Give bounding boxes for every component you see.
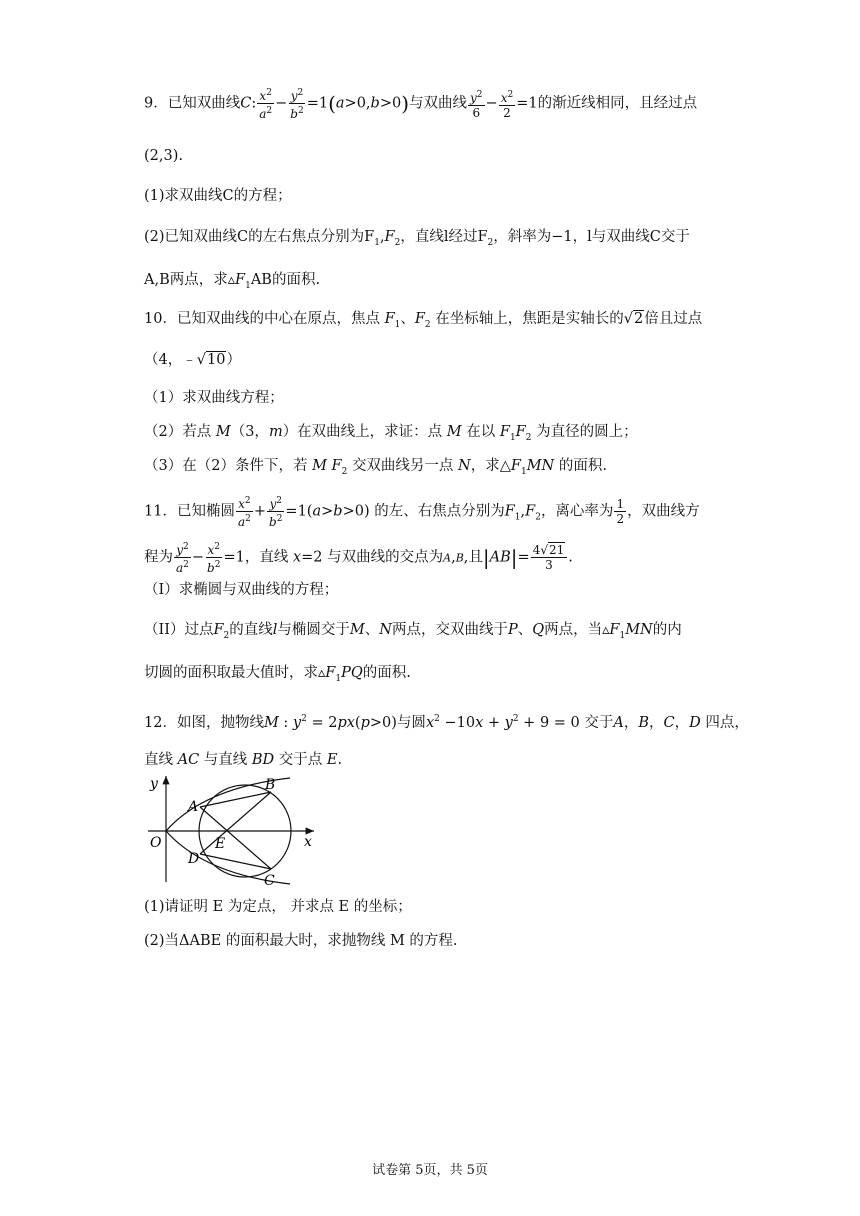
label-O: O [150, 835, 162, 851]
q9-stem: 9．已知双曲线C: $\frac{x^2}{a^2}$ − $\frac{y^2}{b^2}$ =1(a>0,b>0)与双曲线 $\frac{y^2}{6}$ − $\frac{x^2}{2}$ =1的渐近线相同，且经过点 [144, 88, 698, 121]
q10-part3: （3）在（2）条件下，若 M $F_2$ 交双曲线另一点 N，求$\triangle F_1MN$ 的面积. [144, 458, 607, 477]
q9-part2-cont: A,B两点，求$▵F_1AB$的面积. [144, 272, 321, 291]
q9-part2: (2)已知双曲线C的左右焦点分别为$F_1,F_2$，直线l经过$F_2$，斜率为−1，l与双曲线C交于 [144, 229, 690, 248]
q11-number: 11． [144, 503, 177, 520]
q11-stem-cont: 程为 $\frac{y^2}{a^2}$ − $\frac{x^2}{b^2}$ =1，直线 x=2 与双曲线的交点为A,B,且|AB|= $\frac{4√21}{3}$ . [144, 542, 573, 575]
segment-AB [200, 792, 271, 807]
q12-part2: (2)当ΔABE 的面积最大时，求抛物线 M 的方程. [144, 933, 458, 949]
q11-part1: （I）求椭圆与双曲线的方程； [144, 582, 339, 598]
q11-stem: 11．已知椭圆 $\frac{x^2}{a^2}$ + $\frac{y^2}{b^2}$ =1(a>b>0) 的左、右焦点分别为$F_1,F_2$，离心率为 $\frac{1}{2}$ ，双曲线方 [144, 496, 700, 529]
label-y: y [150, 776, 158, 792]
label-C: C [264, 873, 275, 888]
q10-number: 10． [144, 311, 177, 327]
q10-part2: （2）若点 M（3，m）在双曲线上，求证：点 M 在以 $F_1F_2$ 为直径的圆上； [144, 424, 638, 443]
q12-number: 12． [144, 714, 177, 731]
q12-stem: 12．如图，抛物线M : $y^2 = 2px(p>0)$与圆$x^2 -10x + y^2 + 9 = 0$ 交于A，B，C，D 四点， [144, 714, 749, 731]
q9-number: 9． [144, 95, 168, 112]
label-A: A [188, 799, 199, 815]
label-E: E [215, 836, 226, 852]
q10-point: （4，﹣√10） [144, 352, 241, 368]
page-footer: 试卷第 5页，共 5页 [372, 1163, 488, 1178]
q10-stem: 10．已知双曲线的中心在原点，焦点 $F_1$、$F_2$ 在坐标轴上，焦距是实轴长的√2倍且过点 [144, 311, 703, 330]
q12-stem-cont: 直线 AC 与直线 BD 交于点 E. [144, 752, 343, 768]
q12-part1: (1)请证明 E 为定点， 并求点 E 的坐标； [144, 899, 412, 915]
q9-part1: (1)求双曲线C的方程； [144, 188, 292, 204]
label-D: D [188, 851, 200, 867]
label-B: B [265, 777, 276, 793]
line-AC [200, 807, 271, 869]
q11-part2: （II）过点$F_2$的直线l与椭圆交于M、N两点，交双曲线于P、Q两点，当$▵F_1MN$的内 [144, 622, 682, 641]
parabola-circle-figure [144, 770, 324, 888]
q9-point: (2,3). [144, 148, 183, 164]
label-x: x [304, 834, 312, 850]
q11-part2-cont: 切圆的面积取最大值时，求$▵F_1PQ$的面积. [144, 665, 411, 684]
q10-part1: （1）求双曲线方程； [144, 390, 284, 406]
